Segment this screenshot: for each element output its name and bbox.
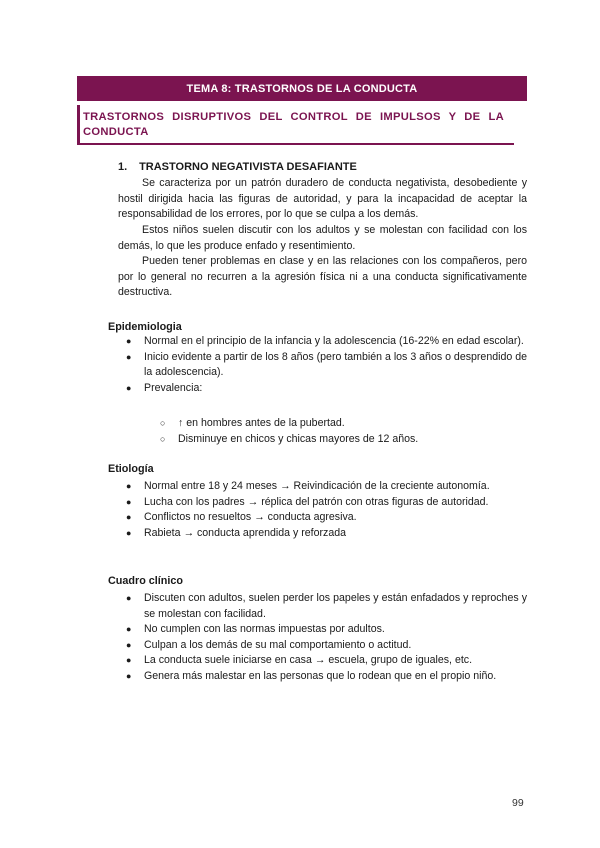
epidemiologia-list [126, 334, 527, 396]
cuadro-clinico-heading: Cuadro clínico [108, 575, 183, 587]
bullet-icon: ● [126, 382, 132, 393]
sublist-item: ○ Disminuye en chicos y chicas mayores de 12 años. [160, 432, 527, 448]
chapter-title: TEMA 8: TRASTORNOS DE LA CONDUCTA [186, 82, 418, 95]
subsection-title-text: TRASTORNO NEGATIVISTA DESAFIANTE [139, 161, 357, 173]
list-item: ● La conducta suele iniciarse en casa → escuela, grupo de iguales, etc. [126, 653, 527, 669]
bullet-icon: ● [126, 527, 132, 538]
list-item: ● Culpan a los demás de su mal comportamiento o actitud. [126, 638, 527, 654]
list-item: ● Normal en el principio de la infancia y la adolescencia (16-22% en edad escolar). [126, 334, 527, 350]
bullet-icon: ● [126, 512, 132, 522]
page-number: 99 [512, 797, 524, 809]
bullet-icon: ● [126, 670, 132, 681]
hollow-bullet-icon: ○ [160, 418, 166, 428]
bullet-icon: ● [126, 593, 132, 603]
section-heading: TRASTORNOS DISRUPTIVOS DEL CONTROL DE IMPULSOS Y DE LA CONDUCTA [83, 111, 504, 138]
bullet-icon: ● [126, 351, 132, 362]
bullet-icon: ● [126, 639, 132, 650]
paragraph: Pueden tener problemas en clase y en las relaciones con los compañeros, pero por lo general no recurren a la agresión física ni a una conducta significativamente destructiva. [118, 255, 527, 298]
epidemiologia-heading: Epidemiologia [108, 321, 182, 333]
subsection-title [118, 161, 357, 173]
bullet-icon: ● [126, 496, 132, 507]
cuadro-clinico-list [126, 591, 527, 684]
list-item: ● Conflictos no resueltos → conducta agresiva. [126, 510, 527, 526]
bullet-icon: ● [126, 655, 132, 665]
subsection-number: 1. [118, 161, 128, 173]
list-item: ● Genera más malestar en las personas que lo rodean que en el propio niño. [126, 669, 527, 685]
list-item: ● Inicio evidente a partir de los 8 años (pero también a los 3 años o desprendido de la adolescencia). [126, 350, 527, 378]
sublist-item: ○ ↑ en hombres antes de la pubertad. [160, 416, 527, 432]
list-item: ● Normal entre 18 y 24 meses → Reivindicación de la creciente autonomía. [126, 479, 527, 495]
etiologia-heading: Etiología [108, 463, 154, 475]
list-item: ● No cumplen con las normas impuestas por adultos. [126, 622, 527, 638]
bullet-icon: ● [126, 336, 132, 346]
paragraph: Se caracteriza por un patrón duradero de conducta negativista, desobediente y hostil dirigida hacia las figuras de autoridad, y para la incapacidad de aceptar la responsabilidad de los errores, por lo que se culpa a los demás. [118, 177, 527, 220]
etiologia-list [126, 479, 527, 541]
list-item: ● Discuten con adultos, suelen perder los papeles y están enfadados y reproches y se molestan con facilidad. [126, 592, 527, 620]
bullet-icon: ● [126, 624, 132, 634]
list-item: ● Prevalencia: [126, 381, 527, 397]
prevalencia-sublist [126, 416, 527, 447]
hollow-bullet-icon: ○ [160, 433, 166, 444]
paragraph: Estos niños suelen discutir con los adultos y se molestan con facilidad con los demás, lo que les produce enfado y resentimiento. [118, 224, 527, 252]
list-item: ● Lucha con los padres → réplica del patrón con otras figuras de autoridad. [126, 495, 527, 511]
section-heading-box [77, 105, 514, 145]
chapter-title-banner [77, 76, 527, 101]
list-item: ● Rabieta → conducta aprendida y reforzada [126, 526, 527, 542]
bullet-icon: ● [126, 481, 132, 491]
